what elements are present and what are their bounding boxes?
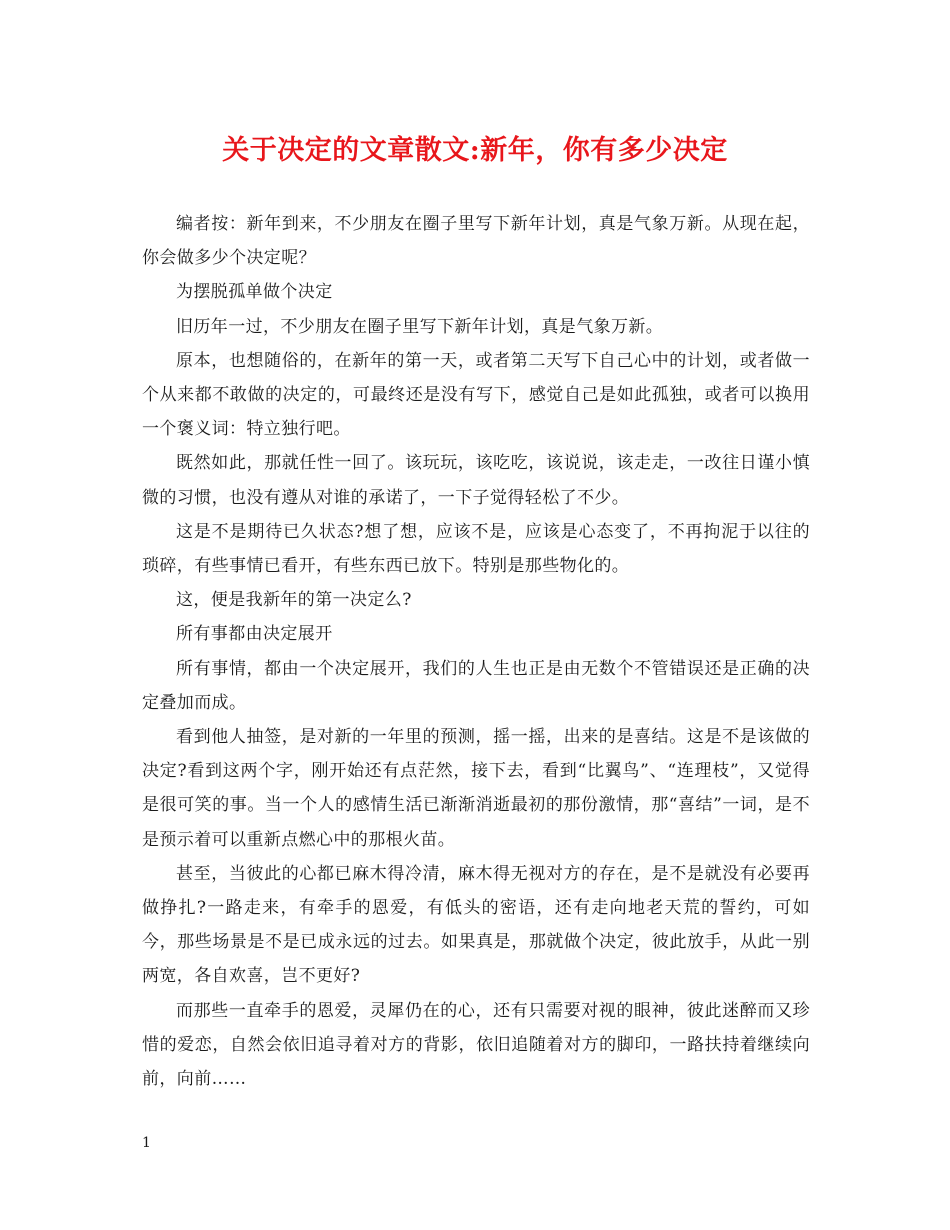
- paragraph: 原本，也想随俗的，在新年的第一天，或者第二天写下自己心中的计划，或者做一个从来都不敢做的决定的，可最终还是没有写下，感觉自己是如此孤独，或者可以换用一个褒义词：特立独行吧。: [142, 350, 810, 440]
- paragraph: 旧历年一过，不少朋友在圈子里写下新年计划，真是气象万新。: [176, 316, 664, 337]
- paragraph: 所有事情，都由一个决定展开，我们的人生也正是由无数个不管错误还是正确的决定叠加而成。: [142, 658, 810, 713]
- paragraph: 甚至，当彼此的心都已麻木得冷清，麻木得无视对方的存在，是不是就没有必要再做挣扎?一路走来，有牵手的恩爱，有低头的密语，还有走向地老天荒的誓约，可如今，那些场景是不是已成永远的过去。如果真是，那就做个决定，彼此放手，从此一别两宽，各自欢喜，岂不更好?: [142, 863, 810, 987]
- document-title: 关于决定的文章散文:新年，你有多少决定: [222, 135, 728, 166]
- paragraph: 既然如此，那就任性一回了。该玩玩，该吃吃，该说说，该走走，一改往日谨小慎微的习惯，也没有遵从对谁的承诺了，一下子觉得轻松了不少。: [142, 453, 810, 508]
- section-heading-decisions: 所有事都由决定展开: [176, 624, 333, 645]
- paragraph-editor-note: 编者按：新年到来，不少朋友在圈子里写下新年计划，真是气象万新。从现在起，你会做多少个决定呢？: [142, 214, 810, 269]
- section-heading-loneliness: 为摆脱孤单做个决定: [176, 282, 333, 303]
- paragraph: 这是不是期待已久状态?想了想，应该不是，应该是心态变了，不再拘泥于以往的琐碎，有些事情已看开，有些东西已放下。特别是那些物化的。: [142, 521, 810, 577]
- page-number: 1: [142, 1135, 151, 1151]
- document-body: [142, 207, 810, 1096]
- paragraph: 这，便是我新年的第一决定么?: [176, 590, 412, 611]
- paragraph: 看到他人抽签，是对新的一年里的预测，摇一摇，出来的是喜结。这是不是该做的决定?看到这两个字，刚开始还有点茫然，接下去，看到“比翼鸟”、“连理枝”，又觉得是很可笑的事。当一个人的感情生活已渐渐消逝最初的那份激情，那“喜结”一词，是不是预示着可以重新点燃心中的那根火苗。: [142, 727, 810, 850]
- paragraph: 而那些一直牵手的恩爱，灵犀仍在的心，还有只需要对视的眼神，彼此迷醉而又珍惜的爱恋，自然会依旧追寻着对方的背影，依旧追随着对方的脚印，一路扶持着继续向前，向前……: [142, 1000, 810, 1090]
